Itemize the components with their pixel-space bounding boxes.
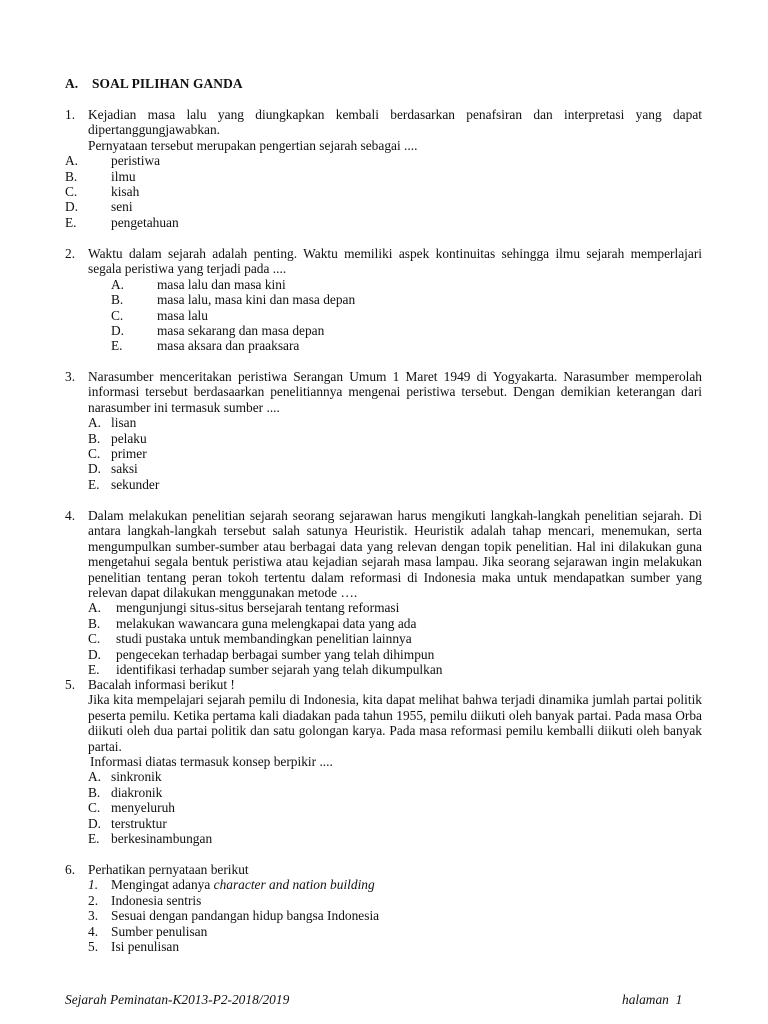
option-c[interactable] [88,631,702,646]
question-text: Waktu dalam sejarah adalah penting. Waktu memiliki aspek kontinuitas sehingga ilmu sejarah memperlajari segala peristiwa yang terjadi pada .... [88,246,702,277]
options-list [88,769,702,846]
option-text: lisan [111,415,137,431]
option-text: ilmu [111,168,136,184]
option-letter: C. [111,307,124,323]
options-list [88,600,702,677]
option-e[interactable] [88,662,702,677]
option-text: studi pustaka untuk membandingkan penelitian lainnya [116,631,412,647]
question-text: Perhatikan pernyataan berikut [88,862,249,877]
option-e[interactable] [88,831,702,846]
question-text: Jika kita mempelajari sejarah pemilu di Indonesia, kita dapat melihat bahwa terjadi dinamika jumlah partai politik peserta pemilu. Ketika pertama kali diadakan pada tahun 1955, pemilu diikuti oleh banyak partai. Pada masa Orba diikuti oleh dua partai politik dan satu golongan karya. Pada masa reformasi pemilu kemballi diikuti oleh banyak partai. [88,692,702,754]
question-number: 1. [65,107,76,122]
option-letter: E. [111,338,123,354]
statement-text-italic: character and nation building [213,877,375,893]
options-list [65,153,702,230]
question-prompt: Informasi diatas termasuk konsep berpikir .... [90,754,333,770]
option-letter: E. [88,831,100,847]
question-number: 4. [65,508,76,523]
statement-item [88,908,702,923]
statement-number: 4. [88,923,99,939]
question-text: Dalam melakukan penelitian sejarah seorang sejarawan harus mengikuti langkah-langkah penelitian sejarah. Di antara langkah-langkah tersebut salah satunya Heuristik. Heuristik adalah tahap mencari, menemukan, serta mengumpulkan sumber-sumber atau berbagai data yang relevan dengan topik penelitian. Hal ini dilakukan guna mengetahui segala bentuk peristiwa atau kejadian sejarah masa lampau. Jika seorang sejarawan ingin melakukan penelitian tentang peran tokoh tertentu dalam reformasi di Indonesia maka untuk mendapatkan sumber yang relevan dapat dilakukan menggunakan metode …. [88,508,702,601]
option-text: masa lalu [157,307,208,323]
option-a[interactable] [88,769,702,784]
option-a[interactable] [111,277,702,292]
option-letter: D. [65,199,79,215]
option-b[interactable] [111,292,702,307]
option-d[interactable] [88,461,702,476]
option-e[interactable] [111,338,702,353]
statement-number: 1. [88,877,99,893]
option-c[interactable] [88,800,702,815]
option-letter: C. [65,184,78,200]
option-text: melakukan wawancara guna melengkapai data yang ada [116,615,417,631]
option-text: sekunder [111,476,160,492]
question-text: Narasumber menceritakan peristiwa Serangan Umum 1 Maret 1949 di Yogyakarta. Narasumber memperolah informasi tersebut berdasaarkan penelitiannya mengenai peristiwa tersebut. Dengan demikian keterangan dari narasumber ini termasuk sumber .... [88,369,702,415]
statement-item [88,939,702,954]
section-heading: SOAL PILIHAN GANDA [92,76,243,91]
option-text: identifikasi terhadap sumber sejarah yang telah dikumpulkan [116,662,443,678]
statement-list [88,877,702,954]
footer-course-label: Sejarah Peminatan-K2013-P2-2018/2019 [65,992,290,1007]
question-number: 3. [65,369,76,384]
option-letter: C. [88,631,101,647]
option-a[interactable] [88,600,702,615]
statement-number: 3. [88,908,99,924]
statement-text-plain: Mengingat adanya [111,877,214,893]
option-e[interactable] [88,477,702,492]
option-text: saksi [111,461,138,477]
options-list [88,415,702,492]
option-text: terstruktur [111,815,167,831]
option-letter: B. [65,168,78,184]
question-number: 5. [65,677,76,692]
option-c[interactable] [111,308,702,323]
option-e[interactable] [65,215,702,230]
option-b[interactable] [65,169,702,184]
option-text: diakronik [111,784,163,800]
option-b[interactable] [88,431,702,446]
option-d[interactable] [111,323,702,338]
statement-number: 5. [88,939,99,955]
question-3 [65,369,702,492]
option-text: pelaku [111,430,147,446]
option-letter: A. [88,600,102,616]
question-number: 2. [65,246,76,261]
option-letter: D. [111,323,125,339]
option-letter: B. [111,292,124,308]
statement-text: Indonesia sentris [111,892,202,908]
option-text: primer [111,446,147,462]
option-text: masa lalu, masa kini dan masa depan [157,292,356,308]
statement-item [88,893,702,908]
statement-text: Sumber penulisan [111,923,208,939]
option-text: kisah [111,184,140,200]
option-text: peristiwa [111,153,161,169]
options-list [111,277,702,354]
option-letter: A. [88,769,102,785]
statement-item [88,877,702,892]
option-letter: E. [88,662,100,678]
question-text: Kejadian masa lalu yang diungkapkan kembali berdasarkan penafsiran dan interpretasi yang dapat dipertanggungjawabkan. [88,107,702,138]
question-6 [65,862,702,954]
statement-item [88,924,702,939]
option-text: mengunjungi situs-situs bersejarah tentang reformasi [116,600,400,616]
option-text: masa sekarang dan masa depan [157,323,325,339]
option-b[interactable] [88,616,702,631]
statement-text: Isi penulisan [111,939,180,955]
statement-text [111,877,375,892]
section-title [65,76,243,91]
footer-page-number: halaman 1 [622,992,683,1007]
question-2 [65,246,702,354]
option-text: pengecekan terhadap berbagai sumber yang telah dihimpun [116,646,435,662]
question-5 [65,677,702,846]
option-text: masa aksara dan praaksara [157,338,300,354]
option-letter: A. [65,153,79,169]
option-d[interactable] [65,199,702,214]
option-letter: C. [88,800,101,816]
option-c[interactable] [88,446,702,461]
option-text: seni [111,199,133,215]
option-text: menyeluruh [111,800,175,816]
option-letter: D. [88,815,102,831]
option-c[interactable] [65,184,702,199]
statement-text: Sesuai dengan pandangan hidup bangsa Indonesia [111,908,380,924]
option-letter: B. [88,615,101,631]
question-intro: Bacalah informasi berikut ! [88,677,235,692]
option-letter: B. [88,430,101,446]
option-a[interactable] [65,153,702,168]
question-number: 6. [65,862,76,877]
question-4 [65,508,702,677]
option-letter: E. [88,476,100,492]
option-text: berkesinambungan [111,831,213,847]
option-d[interactable] [88,816,702,831]
option-letter: E. [65,214,77,230]
option-letter: D. [88,646,102,662]
section-letter: A. [65,76,79,91]
option-a[interactable] [88,415,702,430]
option-d[interactable] [88,647,702,662]
option-text: masa lalu dan masa kini [157,276,286,292]
option-letter: C. [88,446,101,462]
option-b[interactable] [88,785,702,800]
option-letter: D. [88,461,102,477]
option-text: pengetahuan [111,214,179,230]
question-1 [65,107,702,230]
option-letter: A. [88,415,102,431]
option-letter: B. [88,784,101,800]
question-prompt: Pernyataan tersebut merupakan pengertian sejarah sebagai .... [88,137,418,153]
option-text: sinkronik [111,769,162,785]
statement-number: 2. [88,892,99,908]
option-letter: A. [111,276,125,292]
